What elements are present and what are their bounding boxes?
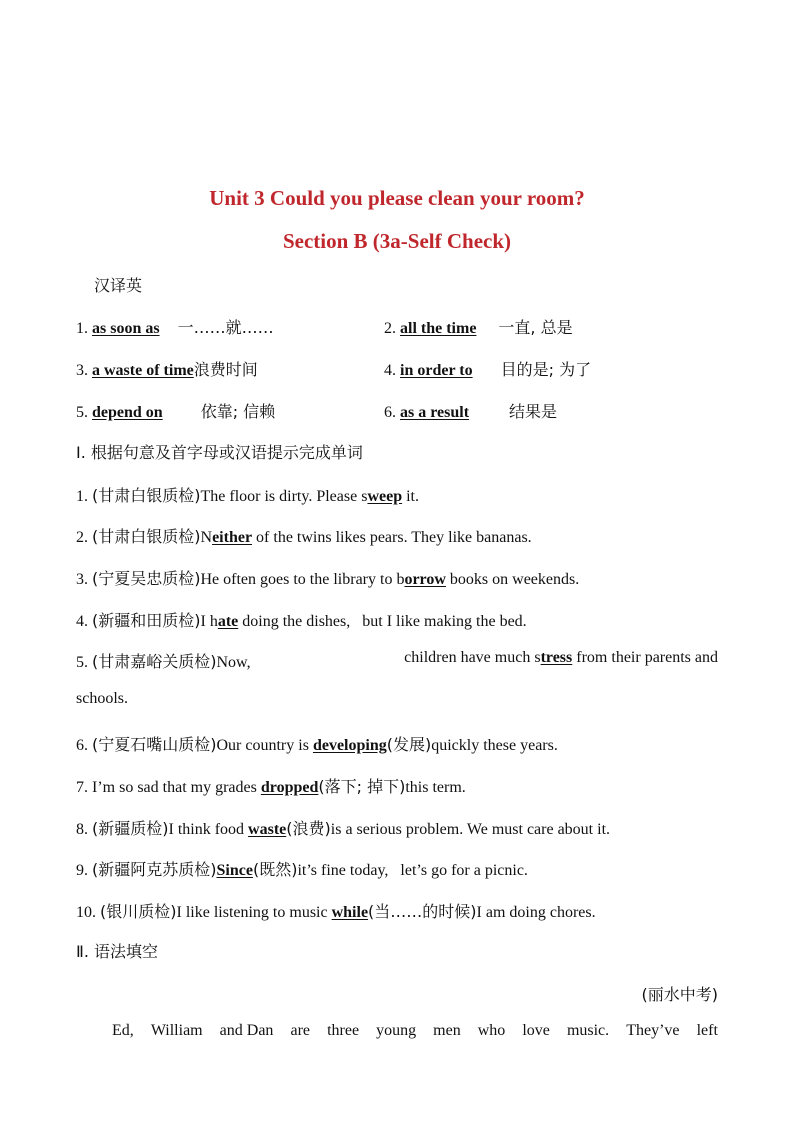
vocab-item: 5. depend on 依靠; 信赖	[76, 402, 276, 421]
answer-blank: dropped	[260, 779, 319, 796]
page-title: Unit 3 Could you please clean your room?	[209, 186, 585, 210]
answer-blank: Since	[216, 862, 253, 879]
vocab-item: 4. in order to 目的是; 为了	[384, 360, 592, 379]
exercise-item: 6. (宁夏石嘴山质检)Our country is developing(发展)quickly these years.	[76, 735, 558, 754]
source-tag: (新疆和田质检)	[92, 611, 201, 630]
answer-blank: ate	[217, 613, 239, 630]
answer-blank: weep	[367, 488, 403, 505]
answer-blank: waste	[248, 821, 287, 838]
exercise-item: 4. (新疆和田质检)I hate doing the dishes, but I like making the bed.	[76, 611, 527, 630]
vocab-meaning: 一直, 总是	[498, 318, 573, 337]
source-tag: (新疆质检)	[92, 819, 169, 838]
exercise-item: 1. (甘肃白银质检)The floor is dirty. Please sweep it.	[76, 486, 419, 505]
hint: (当……的时候)	[368, 902, 477, 921]
source-tag: (甘肃嘉峪关质检)	[92, 652, 217, 671]
hint: (发展)	[386, 735, 432, 754]
exercise-item: 9. (新疆阿克苏质检)Since(既然)it’s fine today, let’s go for a picnic.	[76, 860, 528, 879]
vocab-meaning: 结果是	[509, 402, 558, 421]
vocab-answer: in order to	[400, 362, 473, 379]
page-subtitle: Section B (3a-Self Check)	[282, 229, 512, 253]
section2-heading: Ⅱ. 语法填空	[76, 942, 159, 961]
answer-blank: developing	[312, 737, 387, 754]
exercise-item: 8. (新疆质检)I think food waste(浪费)is a serious problem. We must care about it.	[76, 819, 611, 838]
exercise-item: 7. I’m so sad that my grades dropped(落下; 掉下)this term.	[76, 777, 466, 796]
vocab-answer: depend on	[92, 404, 163, 421]
answer-blank: while	[331, 904, 369, 921]
source-tag: (宁夏石嘴山质检)	[92, 735, 217, 754]
vocab-answer: as soon as	[92, 320, 160, 337]
hint: (既然)	[252, 860, 298, 879]
section2-source: (丽水中考)	[641, 985, 718, 1004]
exercise-item: 2. (甘肃白银质检)Neither of the twins likes pears. They like bananas.	[76, 527, 532, 546]
section1-heading: Ⅰ. 根据句意及首字母或汉语提示完成单词	[76, 443, 363, 462]
source-tag: (新疆阿克苏质检)	[92, 860, 217, 879]
vocab-answer: all the time	[400, 320, 477, 337]
answer-blank: orrow	[404, 571, 446, 588]
answer-blank: tress	[540, 649, 573, 666]
exercise-item: 10. (银川质检)I like listening to music while(当……的时候)I am doing chores.	[76, 902, 596, 921]
vocab-heading: 汉译英	[94, 276, 143, 295]
vocab-meaning: 浪费时间	[193, 360, 258, 379]
exercise-item-continued: schools.	[76, 690, 128, 707]
source-tag: (宁夏吴忠质检)	[92, 569, 201, 588]
vocab-item: 6. as a result 结果是	[384, 402, 558, 421]
hint: (落下; 掉下)	[318, 777, 406, 796]
vocab-item: 1. as soon as 一……就……	[76, 318, 274, 337]
vocab-answer: as a result	[400, 404, 470, 421]
vocab-meaning: 目的是; 为了	[500, 360, 592, 379]
answer-blank: either	[212, 529, 253, 546]
vocab-item: 2. all the time 一直, 总是	[384, 318, 573, 337]
source-tag: (甘肃白银质检)	[92, 527, 201, 546]
exercise-item: 5. (甘肃嘉峪关质检)Now, children have much stress from their parents and	[76, 649, 718, 671]
vocab-answer: a waste of time	[92, 362, 194, 379]
hint: (浪费)	[286, 819, 331, 838]
vocab-meaning: 一……就……	[177, 318, 274, 337]
source-tag: (甘肃白银质检)	[92, 486, 201, 505]
passage-line: Ed, William and Dan are three young men who love music. They’ve left	[112, 1022, 718, 1039]
source-tag: (银川质检)	[100, 902, 177, 921]
vocab-item: 3. a waste of time浪费时间	[76, 360, 258, 379]
vocab-meaning: 依靠; 信赖	[200, 402, 276, 421]
exercise-item: 3. (宁夏吴忠质检)He often goes to the library to borrow books on weekends.	[76, 569, 580, 588]
